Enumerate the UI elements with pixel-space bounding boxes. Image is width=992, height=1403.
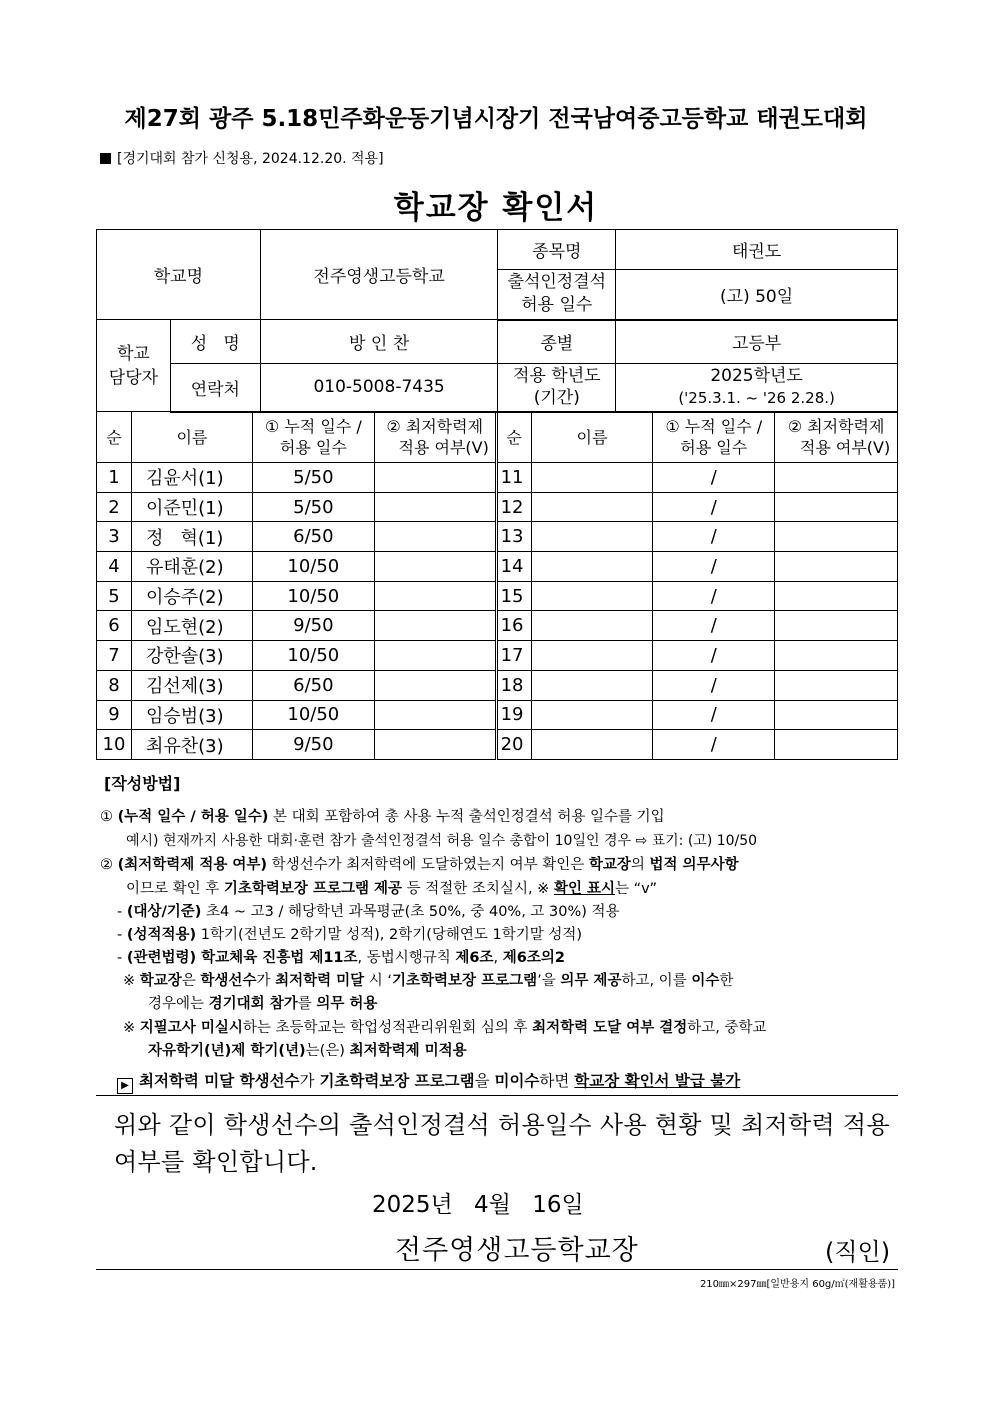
cell-days: /	[653, 611, 775, 641]
cell-days: /	[653, 492, 775, 522]
cell-no: 2	[97, 492, 132, 522]
cell-name: 정 혁(1)	[131, 522, 252, 552]
cell-days: /	[653, 700, 775, 730]
header-check-line2: 적용 여부(V)	[398, 438, 489, 457]
m8e: 가	[256, 973, 276, 989]
m7f: 제6조의2	[502, 950, 565, 966]
method-1-bold: (누적 일수 / 허용 일수)	[117, 809, 269, 825]
cell-check	[775, 641, 898, 671]
header-name: 이름	[131, 412, 252, 463]
cell-no: 9	[97, 700, 132, 730]
cell-no: 20	[496, 730, 531, 760]
header-name-2: 이름	[531, 412, 653, 463]
m6c: 1학기(전년도 2학기말 성적), 2학기(당해연도 1학기말 성적)	[196, 927, 583, 943]
cell-name: 김선제(3)	[131, 670, 252, 700]
cell-check	[775, 670, 898, 700]
cell-name	[531, 552, 653, 582]
m7b: (관련법령) 학교체육 진흥법 제11조	[126, 950, 358, 966]
table-row	[97, 581, 898, 611]
m7c: , 동법시행규칙	[357, 950, 456, 966]
category-label: 종별	[498, 320, 616, 364]
cell-check	[374, 641, 496, 671]
m7a: -	[117, 950, 127, 966]
m8k: 하고, 이를	[621, 973, 692, 989]
cell-days: /	[653, 522, 775, 552]
document-title: 제27회 광주 5.18민주화운동기념시장기 전국남여중고등학교 태권도대회	[124, 106, 868, 132]
cell-check	[374, 581, 496, 611]
cell-days: 10/50	[252, 552, 374, 582]
year-label	[498, 364, 616, 412]
cell-no: 15	[496, 581, 531, 611]
school-value: 전주영생고등학교	[260, 230, 498, 320]
square-bullet-icon	[100, 153, 111, 164]
cell-days: 9/50	[252, 730, 374, 760]
cell-name	[531, 670, 653, 700]
cell-days: /	[653, 641, 775, 671]
header-days	[252, 412, 374, 463]
header-check-2	[775, 412, 898, 463]
m5b: (대상/기준)	[126, 904, 202, 920]
method-title: [작성방법]	[104, 774, 181, 793]
cell-name	[531, 641, 653, 671]
m5c: 초4 ~ 고3 / 해당학년 과목평균(초 50%, 중 40%, 고 30%) 적용	[201, 904, 620, 920]
table-row	[97, 522, 898, 552]
header-check-2-line1: ② 최저학력제	[787, 417, 885, 436]
name-value: 방 인 찬	[260, 320, 498, 364]
notice-g: 학교장 확인서 발급 불가	[574, 1072, 741, 1090]
m10a: ※	[123, 1020, 140, 1036]
cell-days: 10/50	[252, 641, 374, 671]
method-line-1	[100, 805, 665, 826]
cell-name	[531, 611, 653, 641]
method-line-7	[117, 946, 565, 967]
table-row	[97, 552, 898, 582]
cell-name: 김윤서(1)	[131, 463, 252, 493]
year-label-line2: (기간)	[533, 388, 580, 409]
header-check-line1: ② 최저학력제	[386, 417, 484, 436]
principal-signature: 전주영생고등학교장	[395, 1235, 639, 1266]
cell-no: 10	[97, 730, 132, 760]
m4c: 등 적절한 조치실시, ※	[402, 881, 554, 897]
cell-name: 임승범(3)	[131, 700, 252, 730]
cell-no: 3	[97, 522, 132, 552]
table-row	[97, 611, 898, 641]
cell-days: /	[653, 581, 775, 611]
cell-name	[531, 492, 653, 522]
official-seal: (직인)	[825, 1238, 891, 1266]
method-line-4	[126, 877, 657, 898]
cell-no: 13	[496, 522, 531, 552]
year-value	[616, 364, 898, 412]
event-value: 태권도	[616, 230, 898, 270]
m7e: ,	[493, 950, 503, 966]
m8d: 학생선수	[200, 973, 257, 989]
m5a: -	[117, 904, 127, 920]
contact-value: 010-5008-7435	[260, 364, 498, 412]
cell-no: 16	[496, 611, 531, 641]
cell-days: 6/50	[252, 522, 374, 552]
subtitle-text: [경기대회 참가 신청용, 2024.12.20. 적용]	[117, 151, 384, 167]
m4b: 기초학력보장 프로그램 제공	[223, 881, 403, 897]
school-info-table	[96, 229, 898, 413]
year-label-line1: 적용 학년도	[513, 366, 601, 387]
m8m: 한	[719, 973, 734, 989]
school-label: 학교명	[97, 230, 261, 320]
m11a: 자유학기(년)제 학기(년)	[148, 1043, 306, 1059]
header-days-2-line1: ① 누적 일수 /	[665, 417, 763, 436]
m8h: 기초학력보장 프로그램	[392, 973, 538, 989]
absence-label-line2: 허용 일수	[521, 295, 593, 316]
cell-no: 8	[97, 670, 132, 700]
table-row	[97, 670, 898, 700]
method-1-text: 본 대회 포함하여 총 사용 누적 출석인정결석 허용 일수를 기입	[268, 809, 665, 825]
cell-check	[374, 463, 496, 493]
manager-label-line1: 학교	[117, 343, 150, 364]
m6b: (성적적용)	[126, 927, 197, 943]
m10e: 하고, 중학교	[687, 1020, 767, 1036]
m8i: ’을	[537, 973, 561, 989]
cell-name: 임도현(2)	[131, 611, 252, 641]
cell-check	[775, 552, 898, 582]
m10c: 하는 초등학교는 학업성적관리위원회 심의 후	[242, 1020, 533, 1036]
table-row	[97, 641, 898, 671]
m3d: 학교장	[588, 857, 631, 873]
circle-2: ②	[100, 857, 113, 873]
cell-check	[775, 492, 898, 522]
cell-days: 10/50	[252, 700, 374, 730]
cell-check	[775, 611, 898, 641]
header-check	[374, 412, 496, 463]
table-header-row	[97, 412, 898, 463]
cell-no: 1	[97, 463, 132, 493]
cell-name: 최유찬(3)	[131, 730, 252, 760]
notice-c: 기초학력보장 프로그램	[319, 1072, 475, 1090]
cell-no: 17	[496, 641, 531, 671]
cell-days: /	[653, 670, 775, 700]
notice-b: 가	[299, 1072, 320, 1090]
divider-bottom	[96, 1269, 898, 1270]
cell-no: 12	[496, 492, 531, 522]
m7d: 제6조	[455, 950, 494, 966]
table-row	[97, 700, 898, 730]
cell-days: 10/50	[252, 581, 374, 611]
certificate-title: 학교장 확인서	[393, 190, 599, 226]
cell-days: 5/50	[252, 492, 374, 522]
cell-no: 18	[496, 670, 531, 700]
m8l: 이수	[691, 973, 720, 989]
absence-value: (고) 50일	[616, 270, 898, 320]
cell-check	[374, 492, 496, 522]
m6a: -	[117, 927, 127, 943]
cell-days: /	[653, 463, 775, 493]
m8f: 최저학력 미달	[275, 973, 365, 989]
absence-label	[498, 270, 616, 320]
student-table	[96, 411, 898, 760]
absence-label-line1: 출석인정결석	[507, 272, 607, 293]
cell-check	[374, 611, 496, 641]
cell-days: 9/50	[252, 611, 374, 641]
method-line-2: 예시) 현재까지 사용한 대회·훈련 참가 출석인정결석 허용 일수 총합이 10일인 경우 ⇨ 표기: (고) 10/50	[126, 833, 758, 849]
year-value-line1: 2025학년도	[710, 366, 803, 387]
cell-check	[775, 522, 898, 552]
issue-date: 2025년 4월 16일	[372, 1192, 584, 1218]
m9d: 의무 허용	[316, 996, 378, 1012]
cell-days: /	[653, 552, 775, 582]
header-days-line1: ① 누적 일수 /	[264, 417, 362, 436]
header-no: 순	[97, 412, 132, 463]
method-line-10	[123, 1016, 767, 1037]
cell-check	[374, 730, 496, 760]
cell-no: 4	[97, 552, 132, 582]
header-days-2-line2: 허용 일수	[680, 438, 748, 457]
m8j: 의무 제공	[560, 973, 622, 989]
cell-no: 6	[97, 611, 132, 641]
header-days-2	[653, 412, 775, 463]
document-subtitle	[100, 148, 384, 168]
divider-top	[96, 1095, 898, 1096]
method-line-9	[148, 992, 377, 1013]
year-value-line2: ('25.3.1. ~ '26 2.28.)	[678, 389, 835, 408]
m11c: 최저학력제 미적용	[349, 1043, 467, 1059]
event-label: 종목명	[498, 230, 616, 270]
confirmation-text: 위와 같이 학생선수의 출석인정결석 허용일수 사용 현황 및 최저학력 적용 여부를 확인합니다.	[114, 1111, 890, 1176]
notice-e: 미이수	[494, 1072, 540, 1090]
arrow-right-icon: ▶	[117, 1078, 133, 1094]
cell-name: 이준민(1)	[131, 492, 252, 522]
cell-no: 19	[496, 700, 531, 730]
m8b: 학교장	[139, 973, 182, 989]
m3b: (최저학력제 적용 여부)	[117, 857, 268, 873]
cell-check	[775, 700, 898, 730]
cell-no: 7	[97, 641, 132, 671]
cell-name: 강한솔(3)	[131, 641, 252, 671]
cell-no: 14	[496, 552, 531, 582]
m11b: 는(은)	[305, 1043, 350, 1059]
cell-name	[531, 700, 653, 730]
header-check-2-line2: 적용 여부(V)	[799, 438, 891, 457]
m9a: 경우에는	[148, 996, 209, 1012]
cell-name	[531, 463, 653, 493]
cell-name	[531, 730, 653, 760]
cell-days: 5/50	[252, 463, 374, 493]
method-line-11	[148, 1039, 467, 1060]
cell-name: 유태훈(2)	[131, 552, 252, 582]
m4d: 확인 표시	[553, 881, 616, 897]
category-value: 고등부	[616, 320, 898, 364]
method-line-6	[117, 923, 582, 944]
cell-no: 5	[97, 581, 132, 611]
m9b: 경기대회 참가	[208, 996, 298, 1012]
table-row	[97, 492, 898, 522]
manager-label-line2: 담당자	[108, 367, 159, 388]
cell-check	[775, 581, 898, 611]
m3e: 의	[630, 857, 650, 873]
header-no-2: 순	[496, 412, 531, 463]
notice-d: 을	[474, 1072, 495, 1090]
m3f: 법적 의무사항	[649, 857, 739, 873]
cell-check	[374, 670, 496, 700]
cell-check	[374, 700, 496, 730]
method-line-3	[100, 853, 739, 874]
cell-check	[374, 552, 496, 582]
m10d: 최저학력 도달 여부 결정	[532, 1020, 688, 1036]
m8c: 은	[181, 973, 201, 989]
table-row	[97, 463, 898, 493]
table-row	[97, 730, 898, 760]
m8a: ※	[123, 973, 140, 989]
paper-spec-footnote: 210㎜×297㎜[일반용지 60g/㎡(재활용품)]	[699, 1279, 895, 1290]
cell-name: 이승주(2)	[131, 581, 252, 611]
contact-label: 연락처	[170, 364, 260, 412]
m8g: 시 ‘	[364, 973, 393, 989]
m4a: 이므로 확인 후	[126, 881, 224, 897]
header-days-line2: 허용 일수	[279, 438, 347, 457]
method-line-5	[117, 900, 620, 921]
manager-label	[97, 320, 171, 412]
method-line-8	[123, 969, 733, 990]
circle-1: ①	[100, 809, 113, 825]
m10b: 지필고사 미실시	[139, 1020, 243, 1036]
cell-check	[775, 730, 898, 760]
m9c: 를	[297, 996, 317, 1012]
m4e: 는 “v”	[615, 881, 657, 897]
cell-check	[374, 522, 496, 552]
cell-days: 6/50	[252, 670, 374, 700]
notice-line	[117, 1069, 740, 1094]
notice-a: 최저학력 미달 학생선수	[139, 1072, 300, 1090]
m3c: 학생선수가 최저학력에 도달하였는지 여부 확인은	[267, 857, 589, 873]
name-label: 성 명	[170, 320, 260, 364]
cell-days: /	[653, 730, 775, 760]
cell-check	[775, 463, 898, 493]
notice-f: 하면	[539, 1072, 575, 1090]
cell-name	[531, 522, 653, 552]
cell-no: 11	[496, 463, 531, 493]
cell-name	[531, 581, 653, 611]
